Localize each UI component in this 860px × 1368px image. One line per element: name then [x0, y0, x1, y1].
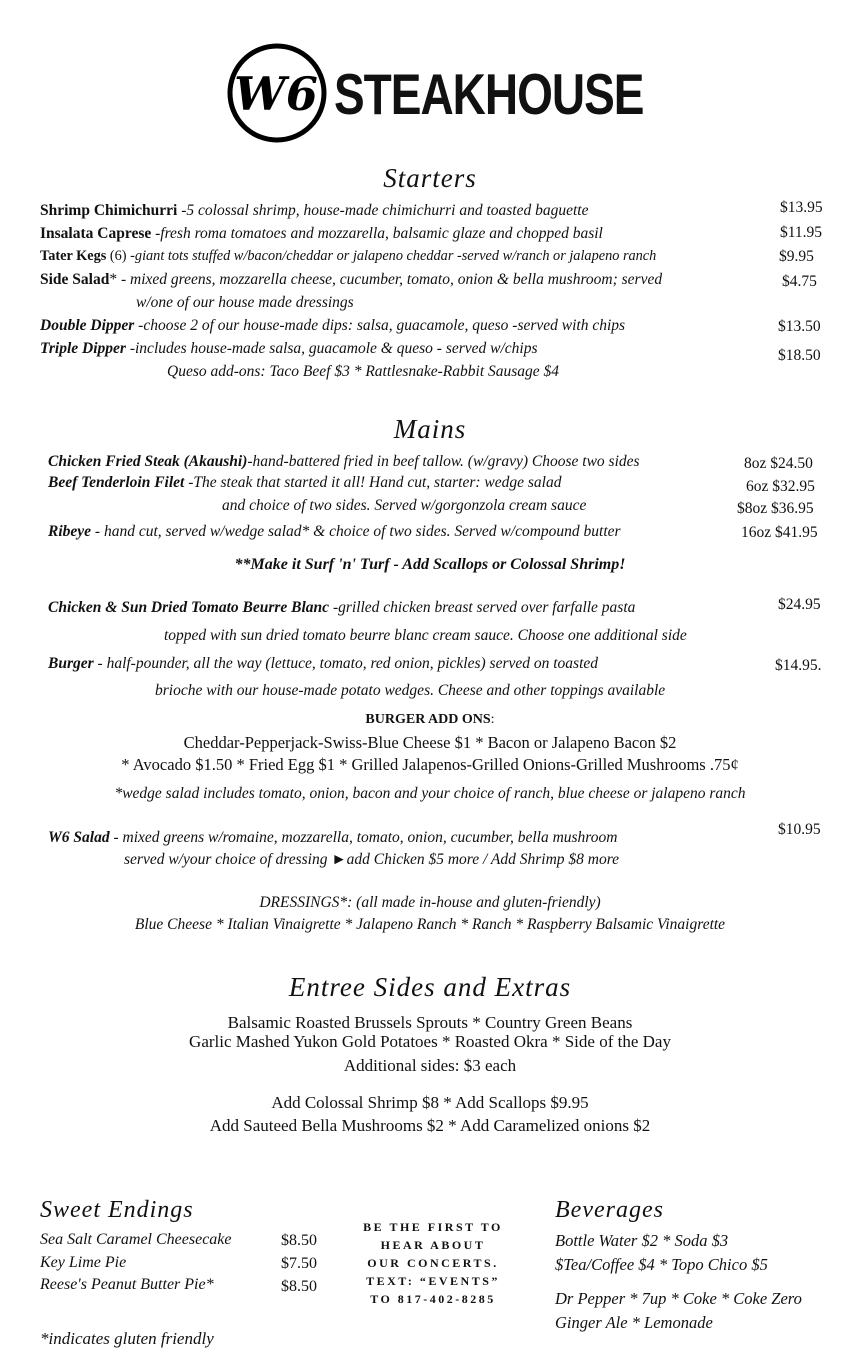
price: 8oz $24.50 [744, 455, 813, 472]
price: $24.95 [778, 596, 821, 613]
beverages-line-2: $Tea/Coffee $4 * Topo Chico $5 [555, 1255, 768, 1274]
svg-text:W6: W6 [234, 67, 318, 121]
extras-line-1: Add Colossal Shrimp $8 * Add Scallops $9.95 [271, 1093, 589, 1112]
beverages-title: Beverages [555, 1197, 664, 1223]
price: $11.95 [780, 224, 823, 241]
sweet-endings-title: Sweet Endings [40, 1197, 194, 1223]
price: $13.50 [778, 318, 821, 335]
sides-line-3: Additional sides: $3 each [343, 1056, 517, 1075]
price: $9.95 [779, 248, 814, 265]
beverages-line-1: Bottle Water $2 * Soda $3 [555, 1231, 729, 1250]
dressings-list: Blue Cheese * Italian Vinaigrette * Jalapeno Ranch * Ranch * Raspberry Balsamic Vinaigrette [134, 916, 726, 933]
sides-title: Entree Sides and Extras [288, 972, 572, 1002]
burger-addons-title: BURGER ADD ONS: [365, 712, 495, 727]
dessert-name: Reese's Peanut Butter Pie* [40, 1276, 214, 1293]
dessert-name: Sea Salt Caramel Cheesecake [40, 1231, 232, 1248]
price: 6oz $32.95 [746, 478, 815, 495]
beverages-line-4: Ginger Ale * Lemonade [555, 1313, 713, 1332]
price: $13.95 [780, 199, 823, 216]
logo-text: STEAKHOUSE [334, 61, 644, 127]
burger-addons-line-2: * Avocado $1.50 * Fried Egg $1 * Grilled Jalapenos-Grilled Onions-Grilled Mushrooms .75¢ [121, 755, 739, 774]
gluten-friendly-note: *indicates gluten friendly [40, 1329, 214, 1348]
mains-title: Mains [393, 414, 467, 444]
price: $14.95. [775, 657, 822, 674]
concert-promo: BE THE FIRST TO HEAR ABOUT OUR CONCERTS. TEXT: “EVENTS” TO 817-402-8285 [363, 1220, 503, 1306]
w6-logo-mark [226, 42, 328, 144]
surf-turf-note: **Make it Surf 'n' Turf - Add Scallops or Colossal Shrimp! [234, 556, 626, 573]
sides-line-2: Garlic Mashed Yukon Gold Potatoes * Roasted Okra * Side of the Day [189, 1032, 671, 1051]
price: $4.75 [782, 273, 817, 290]
dressings-title: DRESSINGS*: (all made in-house and gluten-friendly) [259, 894, 601, 911]
burger-addons-line-1: Cheddar-Pepperjack-Swiss-Blue Cheese $1 * Bacon or Jalapeno Bacon $2 [183, 733, 677, 752]
wedge-salad-note: *wedge salad includes tomato, onion, bacon and your choice of ranch, blue cheese or jalapeno ranch [114, 785, 746, 802]
beverages-line-3: Dr Pepper * 7up * Coke * Coke Zero [555, 1289, 802, 1308]
dessert-name: Key Lime Pie [40, 1254, 127, 1271]
price: $10.95 [778, 821, 821, 838]
queso-addons: Queso add-ons: Taco Beef $3 * Rattlesnake-Rabbit Sausage $4 [167, 363, 560, 380]
price: $8.50 [281, 1278, 317, 1295]
price: 16oz $41.95 [741, 524, 818, 541]
price: $8.50 [281, 1232, 317, 1249]
price: $8oz $36.95 [737, 500, 814, 517]
sides-line-1: Balsamic Roasted Brussels Sprouts * Country Green Beans [227, 1013, 633, 1032]
extras-line-2: Add Sauteed Bella Mushrooms $2 * Add Caramelized onions $2 [209, 1116, 651, 1135]
price: $7.50 [281, 1255, 317, 1272]
price: $18.50 [778, 347, 821, 364]
starters-title: Starters [383, 163, 477, 193]
